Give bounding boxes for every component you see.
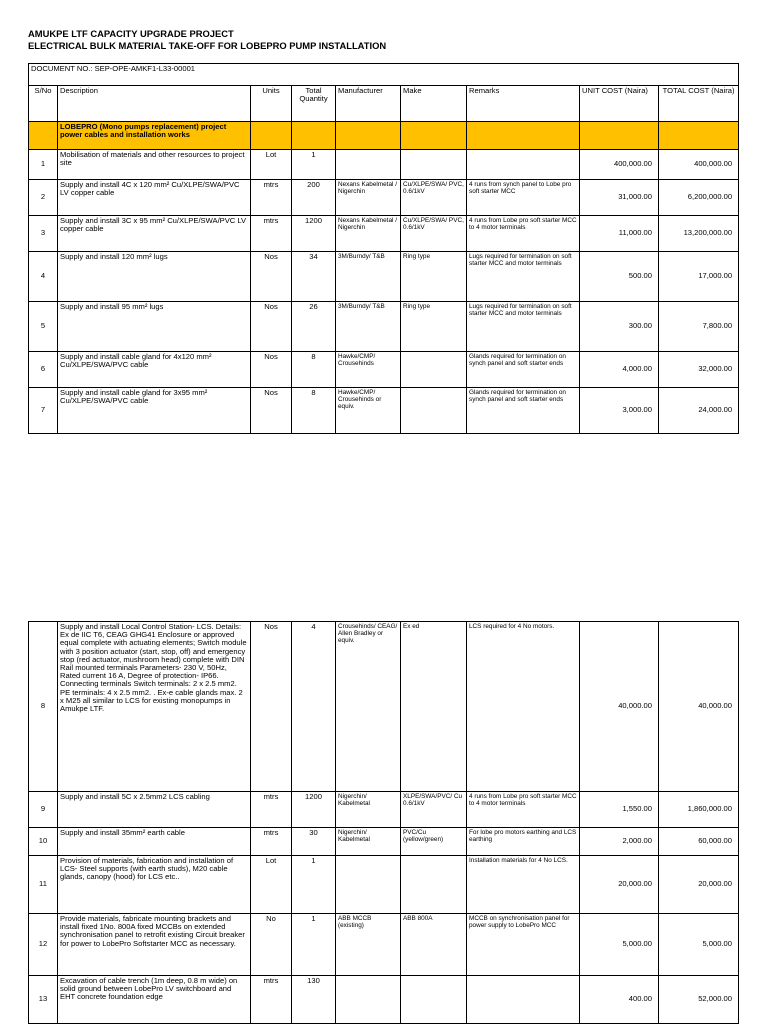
row-description: Excavation of cable trench (1m deep, 0.8 m wide) on solid ground between LobePro LV switchboard and EHT concrete foundation edge bbox=[58, 976, 251, 1024]
row-sno: 5 bbox=[29, 302, 58, 352]
row-make: Ring type bbox=[401, 302, 467, 352]
row-total-cost: 1,860,000.00 bbox=[659, 792, 739, 828]
row-unit-cost: 400.00 bbox=[580, 976, 659, 1024]
row-units: mtrs bbox=[251, 792, 292, 828]
row-sno: 1 bbox=[29, 150, 58, 180]
row-total-cost: 6,200,000.00 bbox=[659, 180, 739, 216]
row-units: mtrs bbox=[251, 180, 292, 216]
row-manufacturer bbox=[336, 976, 401, 1024]
material-table-bottom bbox=[28, 621, 739, 1024]
row-manufacturer: Nigerchin/ Kabelmetal bbox=[336, 828, 401, 856]
row-manufacturer bbox=[336, 150, 401, 180]
row-total-cost: 7,800.00 bbox=[659, 302, 739, 352]
header-remarks: Remarks bbox=[467, 86, 580, 122]
section-band bbox=[29, 122, 739, 150]
row-total-cost: 24,000.00 bbox=[659, 388, 739, 434]
row-quantity: 34 bbox=[292, 252, 336, 302]
row-description: Supply and install 95 mm² lugs bbox=[58, 302, 251, 352]
row-unit-cost: 500.00 bbox=[580, 252, 659, 302]
row-manufacturer: 3M/Burndy/ T&B bbox=[336, 302, 401, 352]
row-units: mtrs bbox=[251, 976, 292, 1024]
row-description: Supply and install 5C x 2.5mm2 LCS cabling bbox=[58, 792, 251, 828]
row-units: Lot bbox=[251, 856, 292, 914]
table-row bbox=[29, 352, 739, 388]
row-description: Supply and install 35mm² earth cable bbox=[58, 828, 251, 856]
header-sno: S/No bbox=[29, 86, 58, 122]
row-remarks: Glands required for termination on synch panel and soft starter ends bbox=[467, 352, 580, 388]
header-description: Description bbox=[58, 86, 251, 122]
row-manufacturer: Nigerchin/ Kabelmetal bbox=[336, 792, 401, 828]
header-make: Make bbox=[401, 86, 467, 122]
row-unit-cost: 3,000.00 bbox=[580, 388, 659, 434]
row-quantity: 1 bbox=[292, 914, 336, 976]
row-units: Nos bbox=[251, 622, 292, 792]
row-units: Lot bbox=[251, 150, 292, 180]
row-units: Nos bbox=[251, 388, 292, 434]
row-description: Provision of materials, fabrication and installation of LCS- Steel supports (with earth studs), M20 cable glands, canopy (hood) for LCS etc.. bbox=[58, 856, 251, 914]
row-remarks bbox=[467, 976, 580, 1024]
table-row bbox=[29, 976, 739, 1024]
row-remarks: Lugs required for termination on soft starter MCC and motor terminals bbox=[467, 252, 580, 302]
table-row bbox=[29, 180, 739, 216]
row-total-cost: 32,000.00 bbox=[659, 352, 739, 388]
row-units: No bbox=[251, 914, 292, 976]
material-table-top bbox=[28, 63, 739, 434]
row-quantity: 1200 bbox=[292, 792, 336, 828]
row-description: Supply and install 120 mm² lugs bbox=[58, 252, 251, 302]
row-sno: 7 bbox=[29, 388, 58, 434]
row-description: Supply and install 3C x 95 mm² Cu/XLPE/SWA/PVC LV copper cable bbox=[58, 216, 251, 252]
header-total-quantity: Total Quantity bbox=[292, 86, 336, 122]
row-make: PVC/Cu (yellow/green) bbox=[401, 828, 467, 856]
row-manufacturer: Hawke/CMP/ Crousehinds or equiv. bbox=[336, 388, 401, 434]
row-sno: 2 bbox=[29, 180, 58, 216]
table-row bbox=[29, 388, 739, 434]
row-sno: 8 bbox=[29, 622, 58, 792]
row-sno: 3 bbox=[29, 216, 58, 252]
header-unit-cost: UNIT COST (Naira) bbox=[580, 86, 659, 122]
row-unit-cost: 5,000.00 bbox=[580, 914, 659, 976]
row-quantity: 1200 bbox=[292, 216, 336, 252]
row-unit-cost: 400,000.00 bbox=[580, 150, 659, 180]
table-row bbox=[29, 622, 739, 792]
row-make bbox=[401, 352, 467, 388]
row-sno: 4 bbox=[29, 252, 58, 302]
row-make bbox=[401, 388, 467, 434]
row-make: Ring type bbox=[401, 252, 467, 302]
row-quantity: 8 bbox=[292, 352, 336, 388]
row-manufacturer: ABB MCCB (existing) bbox=[336, 914, 401, 976]
row-description: Supply and install cable gland for 3x95 mm² Cu/XLPE/SWA/PVC cable bbox=[58, 388, 251, 434]
row-remarks: MCCB on synchronisation panel for power supply to LobePro MCC bbox=[467, 914, 580, 976]
row-manufacturer: Hawke/CMP/ Crousehinds bbox=[336, 352, 401, 388]
row-total-cost: 40,000.00 bbox=[659, 622, 739, 792]
row-units: Nos bbox=[251, 252, 292, 302]
row-unit-cost: 20,000.00 bbox=[580, 856, 659, 914]
row-quantity: 1 bbox=[292, 856, 336, 914]
row-manufacturer: Nexans Kabelmetal / Nigerchin bbox=[336, 216, 401, 252]
row-total-cost: 13,200,000.00 bbox=[659, 216, 739, 252]
table-header-row bbox=[29, 86, 739, 122]
table-row bbox=[29, 302, 739, 352]
row-unit-cost: 40,000.00 bbox=[580, 622, 659, 792]
row-quantity: 8 bbox=[292, 388, 336, 434]
row-total-cost: 5,000.00 bbox=[659, 914, 739, 976]
table-row bbox=[29, 150, 739, 180]
document-number: DOCUMENT NO.: SEP-OPE-AMKF1-L33-00001 bbox=[29, 64, 739, 86]
table-row bbox=[29, 792, 739, 828]
row-unit-cost: 11,000.00 bbox=[580, 216, 659, 252]
row-manufacturer: Nexans Kabelmetal / Nigerchin bbox=[336, 180, 401, 216]
row-remarks: 4 runs from Lobe pro soft starter MCC to 4 motor terminals bbox=[467, 792, 580, 828]
row-remarks: Installation materials for 4 No LCS. bbox=[467, 856, 580, 914]
header-units: Units bbox=[251, 86, 292, 122]
document-subtitle: ELECTRICAL BULK MATERIAL TAKE-OFF FOR LOBEPRO PUMP INSTALLATION bbox=[28, 40, 387, 51]
row-remarks: For lobe pro motors earthing and LCS earthing bbox=[467, 828, 580, 856]
row-unit-cost: 1,550.00 bbox=[580, 792, 659, 828]
row-description: Provide materials, fabricate mounting brackets and install fixed 1No. 800A fixed MCCBs on extended synchronisation panel to retrofit existing Circuit breaker for power to LobePro Softstarter MCC as necessary. bbox=[58, 914, 251, 976]
row-remarks: 4 runs from synch panel to Lobe pro soft starter MCC bbox=[467, 180, 580, 216]
row-quantity: 130 bbox=[292, 976, 336, 1024]
row-make: ABB 800A bbox=[401, 914, 467, 976]
row-remarks: Glands required for termination on synch panel and soft starter ends bbox=[467, 388, 580, 434]
row-unit-cost: 31,000.00 bbox=[580, 180, 659, 216]
row-quantity: 1 bbox=[292, 150, 336, 180]
row-manufacturer: 3M/Burndy/ T&B bbox=[336, 252, 401, 302]
row-quantity: 200 bbox=[292, 180, 336, 216]
row-description: Supply and install Local Control Station- LCS. Details: Ex de IIC T6, CEAG GHG41 Enclosure or approved equal complete with actuating elements; Switch module with 3 position actuator (start, stop, off) and emergency stop (red actuator, mushroom head) complete with DIN Rail mounted terminals Parameters- 230 V, 50Hz, Rated current 16 A, Degree of protection- IP66. Connecting terminals Switch terminals: 2 x 2.5 mm2. PE terminals: 4 x 2.5 mm2. . Ex-e cable glands max. 2 x M25 all similar to LCS for existing monopumps in Amukpe LTF. bbox=[58, 622, 251, 792]
row-total-cost: 17,000.00 bbox=[659, 252, 739, 302]
header-total-cost: TOTAL COST (Naira) bbox=[659, 86, 739, 122]
header-manufacturer: Manufacturer bbox=[336, 86, 401, 122]
row-quantity: 30 bbox=[292, 828, 336, 856]
row-manufacturer bbox=[336, 856, 401, 914]
row-description: Mobilisation of materials and other resources to project site bbox=[58, 150, 251, 180]
row-manufacturer: Crousehinds/ CEAG/ Allen Bradley or equiv. bbox=[336, 622, 401, 792]
row-remarks: 4 runs from Lobe pro soft starter MCC to 4 motor terminals bbox=[467, 216, 580, 252]
row-make bbox=[401, 856, 467, 914]
row-make: Cu/XLPE/SWA/ PVC, 0.6/1kV bbox=[401, 216, 467, 252]
row-total-cost: 52,000.00 bbox=[659, 976, 739, 1024]
row-units: mtrs bbox=[251, 216, 292, 252]
row-sno: 11 bbox=[29, 856, 58, 914]
table-row bbox=[29, 856, 739, 914]
row-unit-cost: 300.00 bbox=[580, 302, 659, 352]
row-make: XLPE/SWA/PVC/ Cu 0.6/1kV bbox=[401, 792, 467, 828]
row-total-cost: 60,000.00 bbox=[659, 828, 739, 856]
row-remarks: LCS required for 4 No motors. bbox=[467, 622, 580, 792]
row-units: mtrs bbox=[251, 828, 292, 856]
row-make bbox=[401, 150, 467, 180]
row-sno: 9 bbox=[29, 792, 58, 828]
row-sno: 13 bbox=[29, 976, 58, 1024]
table-row bbox=[29, 828, 739, 856]
row-sno: 6 bbox=[29, 352, 58, 388]
row-unit-cost: 4,000.00 bbox=[580, 352, 659, 388]
row-remarks: Lugs required for termination on soft starter MCC and motor terminals bbox=[467, 302, 580, 352]
row-units: Nos bbox=[251, 352, 292, 388]
row-make bbox=[401, 976, 467, 1024]
table-row bbox=[29, 252, 739, 302]
project-title: AMUKPE LTF CAPACITY UPGRADE PROJECT bbox=[28, 28, 234, 39]
row-total-cost: 20,000.00 bbox=[659, 856, 739, 914]
row-total-cost: 400,000.00 bbox=[659, 150, 739, 180]
row-sno: 12 bbox=[29, 914, 58, 976]
row-unit-cost: 2,000.00 bbox=[580, 828, 659, 856]
table-row bbox=[29, 914, 739, 976]
row-remarks bbox=[467, 150, 580, 180]
row-quantity: 4 bbox=[292, 622, 336, 792]
row-sno: 10 bbox=[29, 828, 58, 856]
row-description: Supply and install 4C x 120 mm² Cu/XLPE/SWA/PVC LV copper cable bbox=[58, 180, 251, 216]
row-make: Cu/XLPE/SWA/ PVC, 0.6/1kV bbox=[401, 180, 467, 216]
row-quantity: 26 bbox=[292, 302, 336, 352]
row-make: Ex ed bbox=[401, 622, 467, 792]
section-title: LOBEPRO (Mono pumps replacement) project power cables and installation works bbox=[58, 122, 251, 150]
row-description: Supply and install cable gland for 4x120 mm² Cu/XLPE/SWA/PVC cable bbox=[58, 352, 251, 388]
row-units: Nos bbox=[251, 302, 292, 352]
table-row bbox=[29, 216, 739, 252]
